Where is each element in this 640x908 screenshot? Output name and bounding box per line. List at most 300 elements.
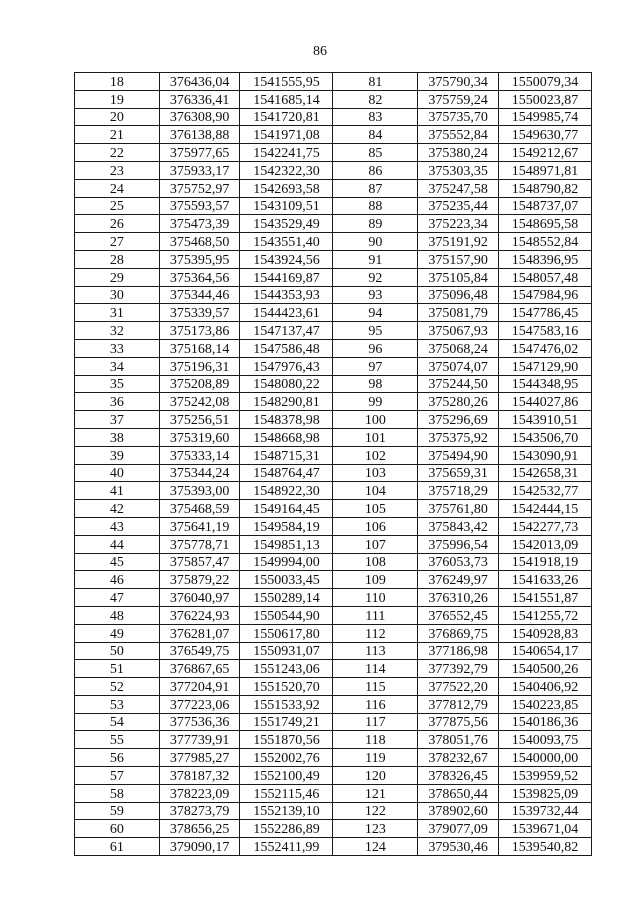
table-row [75,464,592,482]
table-cell-x-coordinate: 375068,24 [418,339,499,357]
table-cell-x-coordinate: 378650,44 [418,784,499,802]
table-cell-y-coordinate: 1550544,90 [240,606,333,624]
table-cell-point-number: 20 [75,108,160,126]
table-cell-x-coordinate: 375247,58 [418,179,499,197]
table-cell-point-number: 56 [75,749,160,767]
table-row [75,161,592,179]
table-cell-x-coordinate: 376336,41 [159,90,240,108]
table-cell-point-number: 113 [333,642,418,660]
table-row [75,482,592,500]
table-cell-x-coordinate: 375996,54 [418,535,499,553]
table-cell-x-coordinate: 375242,08 [159,393,240,411]
table-cell-x-coordinate: 379077,09 [418,820,499,838]
coordinates-table-body [75,73,592,856]
table-cell-point-number: 51 [75,660,160,678]
table-cell-x-coordinate: 377522,20 [418,678,499,696]
table-cell-y-coordinate: 1547976,43 [240,357,333,375]
table-row [75,802,592,820]
table-cell-point-number: 44 [75,535,160,553]
table-cell-y-coordinate: 1541720,81 [240,108,333,126]
table-cell-x-coordinate: 375096,48 [418,286,499,304]
table-cell-x-coordinate: 378902,60 [418,802,499,820]
table-cell-x-coordinate: 378223,09 [159,784,240,802]
table-row [75,517,592,535]
table-cell-y-coordinate: 1539540,82 [498,838,591,856]
table-cell-y-coordinate: 1542532,77 [498,482,591,500]
table-cell-x-coordinate: 375333,14 [159,446,240,464]
table-cell-x-coordinate: 375344,24 [159,464,240,482]
table-cell-y-coordinate: 1543529,49 [240,215,333,233]
table-cell-point-number: 96 [333,339,418,357]
table-cell-point-number: 122 [333,802,418,820]
table-row [75,624,592,642]
table-cell-point-number: 42 [75,500,160,518]
table-row [75,90,592,108]
table-cell-x-coordinate: 375168,14 [159,339,240,357]
table-cell-x-coordinate: 376281,07 [159,624,240,642]
table-row [75,446,592,464]
table-cell-x-coordinate: 375303,35 [418,161,499,179]
table-cell-y-coordinate: 1542693,58 [240,179,333,197]
table-cell-x-coordinate: 378187,32 [159,767,240,785]
table-cell-x-coordinate: 375256,51 [159,411,240,429]
table-cell-point-number: 104 [333,482,418,500]
table-cell-x-coordinate: 376308,90 [159,108,240,126]
table-cell-y-coordinate: 1543090,91 [498,446,591,464]
table-cell-x-coordinate: 375339,57 [159,304,240,322]
table-cell-point-number: 46 [75,571,160,589]
table-cell-y-coordinate: 1549584,19 [240,517,333,535]
table-cell-point-number: 117 [333,713,418,731]
table-cell-y-coordinate: 1547129,90 [498,357,591,375]
table-cell-x-coordinate: 375790,34 [418,73,499,91]
table-cell-y-coordinate: 1539732,44 [498,802,591,820]
table-cell-x-coordinate: 375593,57 [159,197,240,215]
table-cell-point-number: 43 [75,517,160,535]
table-cell-point-number: 48 [75,606,160,624]
table-cell-point-number: 37 [75,411,160,429]
table-cell-x-coordinate: 377223,06 [159,695,240,713]
table-cell-point-number: 121 [333,784,418,802]
table-cell-y-coordinate: 1540186,36 [498,713,591,731]
table-cell-x-coordinate: 375735,70 [418,108,499,126]
table-cell-point-number: 61 [75,838,160,856]
table-cell-y-coordinate: 1544348,95 [498,375,591,393]
table-cell-y-coordinate: 1552139,10 [240,802,333,820]
table-cell-y-coordinate: 1550931,07 [240,642,333,660]
table-cell-x-coordinate: 375494,90 [418,446,499,464]
table-cell-y-coordinate: 1540000,00 [498,749,591,767]
table-cell-y-coordinate: 1542658,31 [498,464,591,482]
table-cell-point-number: 110 [333,589,418,607]
table-row [75,428,592,446]
table-cell-y-coordinate: 1549994,00 [240,553,333,571]
table-cell-x-coordinate: 377392,79 [418,660,499,678]
table-cell-point-number: 84 [333,126,418,144]
table-cell-x-coordinate: 375641,19 [159,517,240,535]
table-row [75,571,592,589]
table-row [75,268,592,286]
table-cell-y-coordinate: 1540928,83 [498,624,591,642]
table-cell-x-coordinate: 376224,93 [159,606,240,624]
table-cell-x-coordinate: 375857,47 [159,553,240,571]
table-cell-x-coordinate: 377875,56 [418,713,499,731]
table-cell-y-coordinate: 1548378,98 [240,411,333,429]
table-cell-y-coordinate: 1544423,61 [240,304,333,322]
table-cell-point-number: 26 [75,215,160,233]
table-cell-point-number: 54 [75,713,160,731]
table-row [75,553,592,571]
table-row [75,411,592,429]
table-cell-x-coordinate: 375752,97 [159,179,240,197]
table-cell-x-coordinate: 376310,26 [418,589,499,607]
table-row [75,535,592,553]
table-cell-point-number: 50 [75,642,160,660]
table-cell-y-coordinate: 1548715,31 [240,446,333,464]
table-cell-point-number: 93 [333,286,418,304]
table-cell-x-coordinate: 376436,04 [159,73,240,91]
table-cell-x-coordinate: 375393,00 [159,482,240,500]
table-cell-point-number: 32 [75,322,160,340]
table-cell-y-coordinate: 1539825,09 [498,784,591,802]
table-cell-x-coordinate: 375173,86 [159,322,240,340]
table-cell-y-coordinate: 1548695,58 [498,215,591,233]
table-cell-y-coordinate: 1549164,45 [240,500,333,518]
table-cell-point-number: 105 [333,500,418,518]
table-cell-y-coordinate: 1552115,46 [240,784,333,802]
table-row [75,393,592,411]
table-cell-y-coordinate: 1548668,98 [240,428,333,446]
table-cell-x-coordinate: 377536,36 [159,713,240,731]
table-cell-y-coordinate: 1550079,34 [498,73,591,91]
table-cell-y-coordinate: 1548552,84 [498,233,591,251]
table-row [75,838,592,856]
table-cell-y-coordinate: 1542322,30 [240,161,333,179]
table-cell-x-coordinate: 379530,46 [418,838,499,856]
table-cell-y-coordinate: 1552100,49 [240,767,333,785]
table-cell-y-coordinate: 1547137,47 [240,322,333,340]
table-cell-x-coordinate: 375933,17 [159,161,240,179]
table-cell-y-coordinate: 1543109,51 [240,197,333,215]
table-row [75,606,592,624]
table-cell-point-number: 55 [75,731,160,749]
table-cell-y-coordinate: 1551520,70 [240,678,333,696]
table-cell-point-number: 22 [75,144,160,162]
table-cell-point-number: 123 [333,820,418,838]
table-cell-x-coordinate: 375244,50 [418,375,499,393]
table-cell-point-number: 107 [333,535,418,553]
table-cell-x-coordinate: 378326,45 [418,767,499,785]
table-cell-y-coordinate: 1552411,99 [240,838,333,856]
table-cell-y-coordinate: 1552286,89 [240,820,333,838]
table-cell-point-number: 40 [75,464,160,482]
table-cell-point-number: 39 [75,446,160,464]
table-row [75,642,592,660]
table-cell-point-number: 116 [333,695,418,713]
table-row [75,215,592,233]
table-cell-point-number: 90 [333,233,418,251]
table-cell-y-coordinate: 1547583,16 [498,322,591,340]
table-cell-x-coordinate: 378273,79 [159,802,240,820]
table-cell-point-number: 36 [75,393,160,411]
table-cell-y-coordinate: 1539671,04 [498,820,591,838]
table-cell-x-coordinate: 377186,98 [418,642,499,660]
table-cell-x-coordinate: 375380,24 [418,144,499,162]
table-cell-x-coordinate: 375067,93 [418,322,499,340]
table-cell-x-coordinate: 375473,39 [159,215,240,233]
table-cell-point-number: 35 [75,375,160,393]
table-cell-point-number: 49 [75,624,160,642]
table-row [75,678,592,696]
table-cell-point-number: 24 [75,179,160,197]
table-cell-point-number: 38 [75,428,160,446]
table-cell-x-coordinate: 375344,46 [159,286,240,304]
table-cell-point-number: 100 [333,411,418,429]
table-cell-point-number: 92 [333,268,418,286]
table-row [75,784,592,802]
table-cell-y-coordinate: 1541918,19 [498,553,591,571]
table-cell-point-number: 86 [333,161,418,179]
table-row [75,731,592,749]
table-cell-y-coordinate: 1549851,13 [240,535,333,553]
table-cell-y-coordinate: 1544169,87 [240,268,333,286]
table-cell-x-coordinate: 375759,24 [418,90,499,108]
table-cell-y-coordinate: 1548790,82 [498,179,591,197]
table-row [75,286,592,304]
table-cell-y-coordinate: 1541555,95 [240,73,333,91]
table-cell-y-coordinate: 1549630,77 [498,126,591,144]
table-cell-point-number: 85 [333,144,418,162]
table-cell-y-coordinate: 1544353,93 [240,286,333,304]
table-cell-x-coordinate: 375468,59 [159,500,240,518]
table-cell-point-number: 91 [333,250,418,268]
table-cell-y-coordinate: 1540654,17 [498,642,591,660]
table-cell-point-number: 27 [75,233,160,251]
table-row [75,233,592,251]
table-cell-x-coordinate: 375074,07 [418,357,499,375]
table-cell-y-coordinate: 1549985,74 [498,108,591,126]
table-cell-x-coordinate: 375659,31 [418,464,499,482]
table-cell-x-coordinate: 375208,89 [159,375,240,393]
table-cell-point-number: 111 [333,606,418,624]
table-cell-point-number: 97 [333,357,418,375]
table-cell-point-number: 89 [333,215,418,233]
table-cell-x-coordinate: 375223,34 [418,215,499,233]
table-row [75,713,592,731]
table-cell-point-number: 60 [75,820,160,838]
table-cell-y-coordinate: 1543924,56 [240,250,333,268]
table-cell-point-number: 41 [75,482,160,500]
table-cell-y-coordinate: 1550617,80 [240,624,333,642]
table-row [75,749,592,767]
table-cell-y-coordinate: 1547786,45 [498,304,591,322]
table-cell-x-coordinate: 376138,88 [159,126,240,144]
table-cell-point-number: 119 [333,749,418,767]
table-cell-point-number: 57 [75,767,160,785]
table-row [75,304,592,322]
table-cell-x-coordinate: 375977,65 [159,144,240,162]
table-cell-y-coordinate: 1550023,87 [498,90,591,108]
table-cell-point-number: 31 [75,304,160,322]
table-cell-x-coordinate: 377812,79 [418,695,499,713]
table-cell-point-number: 18 [75,73,160,91]
table-cell-x-coordinate: 375191,92 [418,233,499,251]
table-cell-x-coordinate: 375879,22 [159,571,240,589]
table-cell-y-coordinate: 1544027,86 [498,393,591,411]
table-cell-y-coordinate: 1550033,45 [240,571,333,589]
table-cell-x-coordinate: 377204,91 [159,678,240,696]
table-cell-point-number: 120 [333,767,418,785]
table-row [75,108,592,126]
table-cell-y-coordinate: 1547476,02 [498,339,591,357]
table-cell-point-number: 59 [75,802,160,820]
table-cell-point-number: 115 [333,678,418,696]
table-cell-point-number: 88 [333,197,418,215]
table-cell-y-coordinate: 1543910,51 [498,411,591,429]
table-row [75,767,592,785]
table-cell-point-number: 23 [75,161,160,179]
table-cell-y-coordinate: 1551243,06 [240,660,333,678]
table-cell-point-number: 83 [333,108,418,126]
table-row [75,500,592,518]
table-row [75,339,592,357]
coordinates-table [74,72,592,856]
table-cell-point-number: 28 [75,250,160,268]
table-cell-x-coordinate: 378051,76 [418,731,499,749]
table-row [75,144,592,162]
table-cell-x-coordinate: 376552,45 [418,606,499,624]
table-cell-point-number: 81 [333,73,418,91]
table-cell-y-coordinate: 1548057,48 [498,268,591,286]
table-cell-x-coordinate: 375395,95 [159,250,240,268]
table-cell-x-coordinate: 378232,67 [418,749,499,767]
table-cell-point-number: 95 [333,322,418,340]
table-cell-y-coordinate: 1547984,96 [498,286,591,304]
table-cell-point-number: 53 [75,695,160,713]
table-cell-x-coordinate: 375105,84 [418,268,499,286]
table-row [75,250,592,268]
table-cell-x-coordinate: 378656,25 [159,820,240,838]
table-cell-point-number: 45 [75,553,160,571]
table-cell-point-number: 34 [75,357,160,375]
table-row [75,695,592,713]
table-cell-y-coordinate: 1541633,26 [498,571,591,589]
table-cell-y-coordinate: 1548396,95 [498,250,591,268]
table-cell-y-coordinate: 1548737,07 [498,197,591,215]
table-cell-y-coordinate: 1541255,72 [498,606,591,624]
table-cell-point-number: 118 [333,731,418,749]
table-cell-point-number: 21 [75,126,160,144]
table-row [75,660,592,678]
table-cell-point-number: 52 [75,678,160,696]
table-cell-x-coordinate: 376869,75 [418,624,499,642]
table-cell-y-coordinate: 1541971,08 [240,126,333,144]
table-cell-x-coordinate: 376249,97 [418,571,499,589]
table-row [75,197,592,215]
table-cell-y-coordinate: 1548290,81 [240,393,333,411]
table-row [75,322,592,340]
table-cell-y-coordinate: 1540223,85 [498,695,591,713]
table-cell-y-coordinate: 1540406,92 [498,678,591,696]
table-cell-point-number: 58 [75,784,160,802]
table-cell-point-number: 82 [333,90,418,108]
table-cell-point-number: 99 [333,393,418,411]
table-cell-y-coordinate: 1548971,81 [498,161,591,179]
table-cell-y-coordinate: 1543551,40 [240,233,333,251]
table-cell-x-coordinate: 375235,44 [418,197,499,215]
table-cell-point-number: 33 [75,339,160,357]
table-cell-point-number: 25 [75,197,160,215]
table-cell-point-number: 106 [333,517,418,535]
table-cell-x-coordinate: 375552,84 [418,126,499,144]
table-cell-y-coordinate: 1540093,75 [498,731,591,749]
table-cell-x-coordinate: 375778,71 [159,535,240,553]
table-cell-x-coordinate: 375761,80 [418,500,499,518]
table-cell-y-coordinate: 1548764,47 [240,464,333,482]
table-cell-y-coordinate: 1548922,30 [240,482,333,500]
table-cell-y-coordinate: 1551749,21 [240,713,333,731]
table-cell-x-coordinate: 377985,27 [159,749,240,767]
table-cell-x-coordinate: 375319,60 [159,428,240,446]
table-cell-point-number: 102 [333,446,418,464]
table-cell-point-number: 103 [333,464,418,482]
table-cell-y-coordinate: 1541685,14 [240,90,333,108]
table-cell-point-number: 87 [333,179,418,197]
table-cell-point-number: 114 [333,660,418,678]
table-cell-point-number: 98 [333,375,418,393]
table-cell-point-number: 29 [75,268,160,286]
table-cell-x-coordinate: 375375,92 [418,428,499,446]
table-cell-y-coordinate: 1549212,67 [498,144,591,162]
table-cell-y-coordinate: 1541551,87 [498,589,591,607]
table-cell-point-number: 94 [333,304,418,322]
table-row [75,820,592,838]
table-cell-y-coordinate: 1551870,56 [240,731,333,749]
table-cell-point-number: 30 [75,286,160,304]
table-cell-point-number: 47 [75,589,160,607]
table-cell-point-number: 109 [333,571,418,589]
table-row [75,375,592,393]
table-cell-x-coordinate: 375468,50 [159,233,240,251]
table-cell-point-number: 108 [333,553,418,571]
table-cell-x-coordinate: 376040,97 [159,589,240,607]
table-cell-x-coordinate: 375280,26 [418,393,499,411]
table-cell-x-coordinate: 375718,29 [418,482,499,500]
table-cell-y-coordinate: 1550289,14 [240,589,333,607]
table-cell-y-coordinate: 1542241,75 [240,144,333,162]
table-cell-y-coordinate: 1543506,70 [498,428,591,446]
table-cell-y-coordinate: 1548080,22 [240,375,333,393]
table-cell-point-number: 19 [75,90,160,108]
table-row [75,73,592,91]
table-cell-y-coordinate: 1542013,09 [498,535,591,553]
table-row [75,589,592,607]
table-cell-x-coordinate: 375296,69 [418,411,499,429]
table-cell-y-coordinate: 1552002,76 [240,749,333,767]
table-cell-x-coordinate: 375196,31 [159,357,240,375]
table-cell-y-coordinate: 1542277,73 [498,517,591,535]
table-cell-y-coordinate: 1547586,48 [240,339,333,357]
table-cell-x-coordinate: 375157,90 [418,250,499,268]
table-cell-x-coordinate: 375364,56 [159,268,240,286]
table-cell-point-number: 101 [333,428,418,446]
table-cell-y-coordinate: 1539959,52 [498,767,591,785]
table-row [75,357,592,375]
table-cell-y-coordinate: 1551533,92 [240,695,333,713]
table-cell-point-number: 112 [333,624,418,642]
table-cell-point-number: 124 [333,838,418,856]
page-number: 86 [313,44,327,59]
